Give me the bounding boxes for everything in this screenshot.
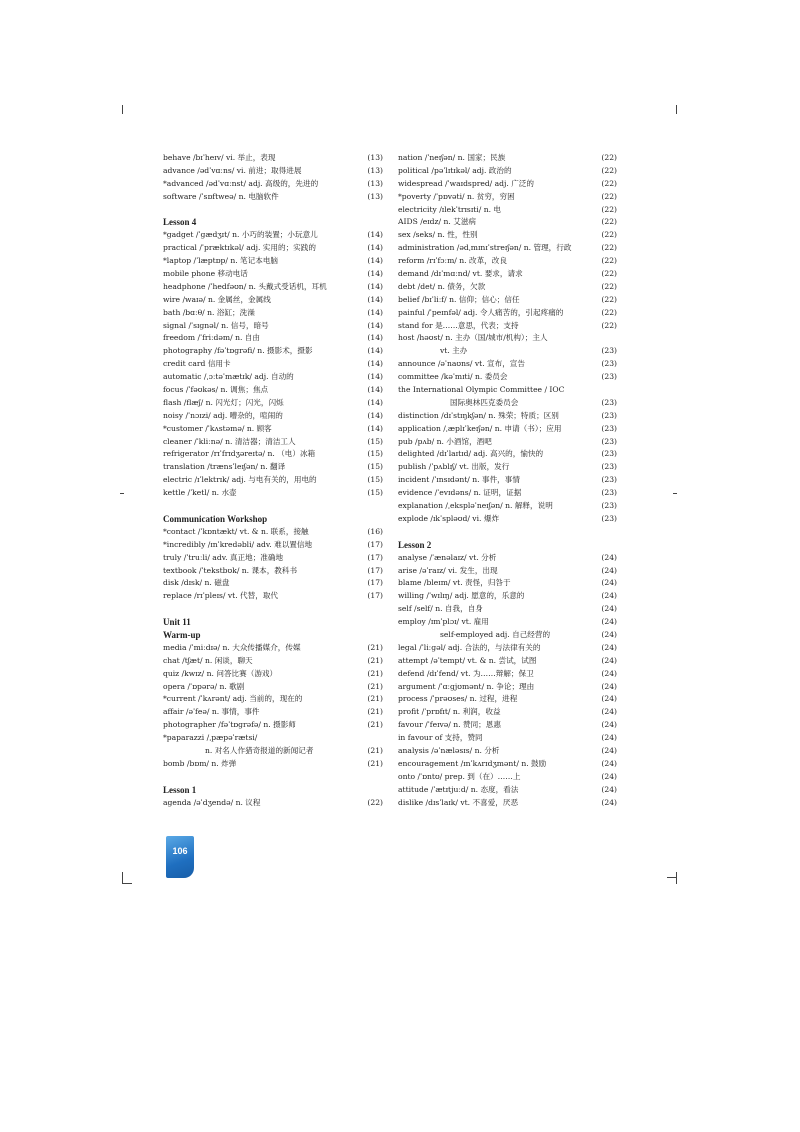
vocab-entry-text: kettle /ˈketl/ n. 水壶: [163, 488, 237, 498]
vocab-entry-text: textbook /ˈtekstbʊk/ n. 课本，教科书: [163, 565, 298, 575]
section-spacer: [163, 204, 383, 217]
vocab-entry: [398, 204, 617, 217]
vocab-entry-text: encouragement /ɪnˈkʌrɪdʒmənt/ n. 鼓励: [398, 758, 547, 768]
vocab-entry-text: media /ˈmiːdɪə/ n. 大众传播媒介，传媒: [163, 642, 301, 652]
vocab-entry: [163, 242, 383, 255]
vocab-entry: [163, 758, 383, 771]
vocab-entry-page-ref: (24): [601, 694, 617, 704]
vocab-entry: [398, 745, 617, 758]
vocab-entry-text: dislike /dɪsˈlaɪk/ vt. 不喜爱，厌恶: [398, 797, 519, 807]
vocab-entry-text: photography /fəˈtɒɡrəfi/ n. 摄影术，摄影: [163, 346, 313, 356]
vocab-entry-text: software /ˈsɒftweə/ n. 电脑软件: [163, 191, 279, 201]
vocab-entry-page-ref: (23): [601, 436, 617, 446]
vocab-entry: [398, 513, 617, 526]
vocab-entry: [398, 552, 617, 565]
vocab-entry: [398, 655, 617, 668]
vocab-entry: [398, 487, 617, 500]
vocab-entry-page-ref: (23): [601, 346, 617, 356]
vocab-entry-text: *contact /ˈkɒntækt/ vt. & n. 联系，接触: [163, 526, 309, 536]
vocabulary-left-column: [163, 152, 383, 809]
vocab-entry: [398, 178, 617, 191]
vocab-entry-text: *gadget /ˈɡædʒɪt/ n. 小巧的装置；小玩意儿: [163, 230, 318, 240]
vocab-entry: [163, 307, 383, 320]
vocab-entry: [398, 294, 617, 307]
vocab-entry-page-ref: (23): [601, 462, 617, 472]
vocab-entry: [163, 745, 383, 758]
vocab-entry: [163, 668, 383, 681]
vocab-entry-text: blame /bleɪm/ vt. 责怪，归咎于: [398, 578, 511, 588]
vocab-entry: [398, 242, 617, 255]
vocab-entry-text: political /pəˈlɪtɪkəl/ adj. 政治的: [398, 165, 512, 175]
vocab-entry-page-ref: (23): [601, 410, 617, 420]
crop-mark-mid-left: [120, 493, 124, 494]
vocab-entry-page-ref: (15): [367, 436, 383, 446]
vocab-entry-text: in favour of 支持，赞同: [398, 733, 483, 743]
vocab-entry-text: host /həʊst/ n. 主办（国/城市/机构）；主人: [398, 333, 548, 343]
vocab-entry: [163, 552, 383, 565]
vocab-entry-page-ref: (22): [601, 217, 617, 227]
vocab-entry-text: self-employed adj. 自己经营的: [440, 629, 551, 639]
crop-mark-bottom-left-h: [122, 883, 132, 884]
vocab-entry-text: attitude /ˈætɪtjuːd/ n. 态度，看法: [398, 784, 519, 794]
vocab-entry: [163, 461, 383, 474]
vocab-entry-page-ref: (14): [367, 320, 383, 330]
vocab-entry: [398, 152, 617, 165]
vocab-entry-page-ref: (23): [601, 501, 617, 511]
vocab-entry: [398, 229, 617, 242]
vocab-entry: [398, 307, 617, 320]
vocab-entry-text: bomb /bɒm/ n. 炸弹: [163, 758, 237, 768]
vocab-entry-text: explanation /ˌekspləˈneɪʃən/ n. 解释，说明: [398, 501, 553, 511]
vocab-entry-page-ref: (22): [601, 320, 617, 330]
vocab-entry: [163, 178, 383, 191]
vocab-entry: [398, 281, 617, 294]
vocab-entry-text: favour /ˈfeɪvə/ n. 赞同；恩惠: [398, 720, 501, 730]
vocab-entry: [163, 423, 383, 436]
vocab-entry: [398, 681, 617, 694]
vocab-entry-text: application /ˌæplɪˈkeɪʃən/ n. 申请（书）；应用: [398, 423, 562, 433]
vocab-entry-text: *laptop /ˈlæptɒp/ n. 笔记本电脑: [163, 256, 279, 266]
section-heading: Warm-up: [163, 629, 201, 640]
vocab-entry-page-ref: (21): [367, 694, 383, 704]
vocab-entry-text: *paparazzi /ˌpæpəˈrætsi/: [163, 733, 258, 743]
vocab-entry: [398, 629, 617, 642]
vocab-entry: [163, 436, 383, 449]
vocab-entry-page-ref: (24): [601, 733, 617, 743]
vocab-entry-page-ref: (23): [601, 449, 617, 459]
vocab-entry-text: distinction /dɪˈstɪŋkʃən/ n. 殊荣；特质；区别: [398, 410, 559, 420]
vocab-entry: [163, 281, 383, 294]
vocab-entry-text: noisy /ˈnɔɪzi/ adj. 嘈杂的，喧闹的: [163, 410, 283, 420]
vocab-entry-page-ref: (14): [367, 230, 383, 240]
vocab-entry-text: analysis /əˈnæləsɪs/ n. 分析: [398, 745, 500, 755]
vocab-entry: [163, 191, 383, 204]
vocab-entry-text: refrigerator /rɪˈfrɪdʒəreɪtə/ n. （电）冰箱: [163, 449, 316, 459]
vocab-entry-text: sex /seks/ n. 性，性别: [398, 230, 478, 240]
vocab-entry: [398, 668, 617, 681]
vocab-entry: [398, 732, 617, 745]
vocab-entry: [398, 371, 617, 384]
vocab-entry: [398, 706, 617, 719]
vocab-entry-text: electric /ɪˈlektrɪk/ adj. 与电有关的，用电的: [163, 475, 317, 485]
crop-mark-mid-right: [673, 493, 677, 494]
section-spacer: [398, 526, 617, 539]
vocab-entry-text: practical /ˈpræktɪkəl/ adj. 实用的；实践的: [163, 243, 316, 253]
vocab-entry: [398, 384, 617, 397]
vocab-entry-text: advance /ədˈvɑːns/ vi. 前进；取得进展: [163, 165, 302, 175]
vocab-entry-page-ref: (22): [601, 230, 617, 240]
vocab-entry: [398, 693, 617, 706]
vocab-entry-page-ref: (24): [601, 642, 617, 652]
vocab-entry-page-ref: (22): [601, 256, 617, 266]
vocab-entry-text: *customer /ˈkʌstəmə/ n. 顾客: [163, 423, 272, 433]
vocab-entry-text: *advanced /ədˈvɑːnst/ adj. 高级的，先进的: [163, 178, 319, 188]
vocab-entry-text: publish /ˈpʌblɪʃ/ vt. 出版，发行: [398, 462, 510, 472]
vocab-entry-text: legal /ˈliːɡəl/ adj. 合法的，与法律有关的: [398, 642, 541, 652]
vocab-entry: [398, 616, 617, 629]
vocab-entry-text: disk /dɪsk/ n. 磁盘: [163, 578, 230, 588]
vocab-entry: [398, 165, 617, 178]
vocab-entry: [398, 345, 617, 358]
vocab-entry-text: employ /ɪmˈplɔɪ/ vt. 雇用: [398, 617, 489, 627]
vocab-entry: [163, 384, 383, 397]
vocab-entry-text: quiz /kwɪz/ n. 问答比赛（游戏）: [163, 668, 278, 678]
vocab-entry-text: defend /dɪˈfend/ vt. 为……辩解；保卫: [398, 668, 534, 678]
vocabulary-right-column: [398, 152, 617, 809]
vocab-entry-page-ref: (14): [367, 359, 383, 369]
vocab-entry-page-ref: (24): [601, 552, 617, 562]
section-heading: Communication Workshop: [163, 513, 268, 524]
vocab-entry-page-ref: (23): [601, 397, 617, 407]
vocab-entry-page-ref: (14): [367, 256, 383, 266]
crop-mark-top-right: [676, 105, 677, 114]
vocab-entry-page-ref: (14): [367, 372, 383, 382]
vocab-entry-text: *incredibly /ɪnˈkredəbli/ adv. 难以置信地: [163, 539, 313, 549]
vocab-entry-text: explode /ɪkˈspləʊd/ vi. 爆炸: [398, 513, 500, 523]
vocab-entry-page-ref: (24): [601, 591, 617, 601]
vocab-entry: [163, 693, 383, 706]
vocab-entry-page-ref: (21): [367, 707, 383, 717]
vocab-entry-page-ref: (22): [601, 307, 617, 317]
section-heading: Lesson 2: [398, 539, 432, 550]
vocab-entry-text: automatic /ˌɔːtəˈmætɪk/ adj. 自动的: [163, 372, 294, 382]
vocab-entry-text: stand for 是……意思，代表；支持: [398, 320, 519, 330]
vocab-entry-text: affair /əˈfeə/ n. 事情，事件: [163, 707, 260, 717]
vocab-entry: [163, 165, 383, 178]
vocab-entry: [398, 719, 617, 732]
vocab-entry-page-ref: (16): [367, 526, 383, 536]
vocab-entry-text: n. 对名人作猎奇报道的新闻记者: [205, 745, 314, 755]
crop-mark-top-left: [122, 105, 123, 114]
section-spacer: [163, 771, 383, 784]
vocab-entry-page-ref: (21): [367, 668, 383, 678]
vocab-entry-page-ref: (22): [601, 165, 617, 175]
vocab-entry-text: self /self/ n. 自我，自身: [398, 604, 483, 614]
vocab-entry-text: mobile phone 移动电话: [163, 269, 248, 279]
section-heading: Unit 11: [163, 617, 191, 628]
vocab-entry: [163, 320, 383, 333]
vocab-entry-text: widespread /ˈwaɪdspred/ adj. 广泛的: [398, 178, 534, 188]
vocab-entry-page-ref: (17): [367, 552, 383, 562]
vocab-entry-page-ref: (21): [367, 758, 383, 768]
vocab-entry-page-ref: (24): [601, 681, 617, 691]
vocab-entry-text: credit card 信用卡: [163, 359, 231, 369]
vocab-entry-page-ref: (22): [601, 153, 617, 162]
vocab-entry: [163, 732, 383, 745]
vocab-entry-page-ref: (14): [367, 346, 383, 356]
vocab-entry-text: chat /tʃæt/ n. 闲谈，聊天: [163, 655, 253, 665]
vocab-entry-page-ref: (15): [367, 475, 383, 485]
section-spacer: [163, 603, 383, 616]
vocab-entry-text: photographer /fəˈtɒɡrəfə/ n. 摄影师: [163, 720, 296, 730]
vocab-entry-page-ref: (21): [367, 745, 383, 755]
vocab-entry: [398, 500, 617, 513]
page-number: 106: [172, 846, 188, 856]
vocab-entry: [163, 681, 383, 694]
crop-mark-bottom-right-v: [676, 872, 677, 884]
vocab-entry-page-ref: (17): [367, 539, 383, 549]
vocab-entry-page-ref: (21): [367, 720, 383, 730]
vocab-entry: [398, 603, 617, 616]
vocab-entry: [398, 565, 617, 578]
vocab-entry: [398, 758, 617, 771]
vocab-entry: [163, 655, 383, 668]
vocab-entry-text: process /ˈprəʊses/ n. 过程，进程: [398, 694, 518, 704]
vocab-entry: [398, 423, 617, 436]
vocab-entry-text: argument /ˈɑːɡjʊmənt/ n. 争论；理由: [398, 681, 535, 691]
vocab-entry-page-ref: (24): [601, 707, 617, 717]
vocab-entry-text: signal /ˈsɪɡnəl/ n. 信号，暗号: [163, 320, 269, 330]
vocab-entry-text: demand /dɪˈmɑːnd/ vt. 要求，请求: [398, 269, 523, 279]
vocab-entry: [398, 436, 617, 449]
vocab-entry: [163, 152, 383, 165]
vocab-entry: [398, 332, 617, 345]
vocab-entry-page-ref: (24): [601, 771, 617, 781]
vocab-entry: [163, 294, 383, 307]
vocab-entry-page-ref: (23): [601, 359, 617, 369]
vocab-entry-text: reform /rɪˈfɔːm/ n. 改革，改良: [398, 256, 507, 266]
vocab-entry: [163, 332, 383, 345]
section-spacer: [163, 500, 383, 513]
vocab-entry: [398, 410, 617, 423]
vocab-entry-text: nation /ˈneɪʃən/ n. 国家；民族: [398, 153, 506, 162]
vocab-entry-page-ref: (24): [601, 617, 617, 627]
section-heading: Lesson 1: [163, 784, 197, 795]
vocab-entry-text: truly /ˈtruːli/ adv. 真正地；准确地: [163, 552, 284, 562]
vocab-entry-page-ref: (24): [601, 720, 617, 730]
vocab-entry: [398, 358, 617, 371]
vocab-entry-text: 国际奥林匹克委员会: [450, 397, 519, 407]
vocab-entry: [163, 577, 383, 590]
vocab-entry-text: willing /ˈwɪlɪŋ/ adj. 愿意的，乐意的: [398, 591, 525, 601]
vocab-entry-text: belief /bɪˈliːf/ n. 信仰；信心；信任: [398, 294, 520, 304]
vocab-entry-page-ref: (14): [367, 294, 383, 304]
vocab-entry-page-ref: (14): [367, 410, 383, 420]
vocab-entry-page-ref: (22): [367, 797, 383, 807]
vocab-entry-page-ref: (14): [367, 243, 383, 253]
vocab-entry-text: the International Olympic Committee / IOC: [398, 385, 565, 395]
vocab-entry-text: wire /waɪə/ n. 金属丝，金属线: [163, 294, 271, 304]
vocab-entry-text: *current /ˈkʌrənt/ adj. 当前的，现在的: [163, 694, 303, 704]
vocab-entry: [398, 320, 617, 333]
vocab-entry: [163, 358, 383, 371]
vocab-entry-page-ref: (22): [601, 281, 617, 291]
vocab-entry: [163, 590, 383, 603]
vocab-entry-text: opera /ˈɒpərə/ n. 歌剧: [163, 681, 245, 691]
vocab-entry: [163, 565, 383, 578]
vocab-entry: [398, 577, 617, 590]
vocab-entry: [163, 719, 383, 732]
vocab-entry-page-ref: (15): [367, 488, 383, 498]
vocab-entry-page-ref: (14): [367, 269, 383, 279]
vocab-entry: [163, 255, 383, 268]
vocab-entry-text: attempt /əˈtempt/ vt. & n. 尝试，试图: [398, 655, 537, 665]
vocab-entry-page-ref: (14): [367, 423, 383, 433]
vocab-entry-text: agenda /əˈdʒendə/ n. 议程: [163, 797, 261, 807]
vocab-entry-page-ref: (14): [367, 333, 383, 343]
vocab-entry-page-ref: (13): [367, 153, 383, 162]
vocab-entry: [398, 268, 617, 281]
vocab-entry: [163, 797, 383, 810]
vocab-entry-page-ref: (23): [601, 475, 617, 485]
vocab-entry-page-ref: (14): [367, 307, 383, 317]
vocab-entry-page-ref: (14): [367, 281, 383, 291]
vocab-entry-page-ref: (15): [367, 449, 383, 459]
vocab-entry-text: committee /kəˈmɪti/ n. 委员会: [398, 372, 508, 382]
vocab-entry: [398, 474, 617, 487]
vocab-entry-page-ref: (24): [601, 668, 617, 678]
vocab-entry: [398, 397, 617, 410]
vocab-entry-text: onto /ˈɒntʊ/ prep. 到（在）……上: [398, 771, 521, 781]
vocab-entry: [398, 784, 617, 797]
vocab-entry-text: replace /rɪˈpleɪs/ vt. 代替，取代: [163, 591, 279, 601]
vocab-entry: [163, 229, 383, 242]
vocab-entry-page-ref: (24): [601, 629, 617, 639]
vocab-entry-text: focus /ˈfəʊkəs/ n. 调焦；焦点: [163, 385, 269, 395]
vocab-entry-page-ref: (21): [367, 681, 383, 691]
vocab-entry: [163, 268, 383, 281]
vocab-entry: [163, 526, 383, 539]
vocab-entry-page-ref: (23): [601, 423, 617, 433]
vocab-entry-text: AIDS /eɪdz/ n. 艾滋病: [398, 217, 477, 227]
vocab-entry-text: arise /əˈraɪz/ vi. 发生，出现: [398, 565, 498, 575]
vocab-entry-page-ref: (13): [367, 191, 383, 201]
vocab-entry-page-ref: (24): [601, 604, 617, 614]
vocab-entry: [163, 539, 383, 552]
vocab-entry-text: bath /bɑːθ/ n. 浴缸；洗澡: [163, 307, 255, 317]
vocab-entry-page-ref: (24): [601, 565, 617, 575]
vocab-entry-text: headphone /ˈhedfəʊn/ n. 头戴式受话机，耳机: [163, 281, 327, 291]
vocab-entry-text: debt /det/ n. 债务，欠款: [398, 281, 486, 291]
vocab-entry: [398, 216, 617, 229]
vocab-entry-page-ref: (23): [601, 513, 617, 523]
page-number-badge: [166, 836, 194, 878]
vocab-entry-text: analyse /ˈænəlaɪz/ vt. 分析: [398, 552, 497, 562]
vocab-entry-page-ref: (22): [601, 243, 617, 253]
vocab-entry: [398, 590, 617, 603]
vocab-entry: [398, 255, 617, 268]
vocab-entry-page-ref: (13): [367, 178, 383, 188]
vocab-entry-page-ref: (23): [601, 372, 617, 382]
vocab-entry-page-ref: (17): [367, 591, 383, 601]
vocab-entry-text: pub /pʌb/ n. 小酒馆，酒吧: [398, 436, 492, 446]
vocab-entry-page-ref: (17): [367, 565, 383, 575]
vocab-entry-page-ref: (14): [367, 397, 383, 407]
vocab-entry-text: translation /trænsˈleɪʃən/ n. 翻译: [163, 462, 286, 472]
vocab-entry-page-ref: (24): [601, 578, 617, 588]
vocab-entry-text: electricity /ɪlekˈtrɪsɪti/ n. 电: [398, 204, 502, 214]
vocab-entry: [398, 642, 617, 655]
vocab-entry-page-ref: (24): [601, 758, 617, 768]
vocab-entry-page-ref: (23): [601, 488, 617, 498]
vocab-entry-page-ref: (13): [367, 165, 383, 175]
vocab-entry-page-ref: (21): [367, 642, 383, 652]
vocab-entry-text: *poverty /ˈpɒvəti/ n. 贫穷，穷困: [398, 191, 515, 201]
vocab-entry-page-ref: (22): [601, 191, 617, 201]
vocab-entry-text: delighted /dɪˈlaɪtɪd/ adj. 高兴的，愉快的: [398, 449, 544, 459]
vocab-entry-page-ref: (24): [601, 784, 617, 794]
vocab-entry-text: vt. 主办: [440, 346, 468, 356]
vocab-entry-page-ref: (22): [601, 204, 617, 214]
vocab-entry-text: incident /ˈɪnsɪdənt/ n. 事件，事情: [398, 475, 520, 485]
vocab-entry-page-ref: (24): [601, 655, 617, 665]
vocab-entry-text: behave /bɪˈheɪv/ vi. 举止，表现: [163, 153, 276, 162]
vocab-entry: [163, 371, 383, 384]
vocab-entry: [163, 642, 383, 655]
vocab-entry: [163, 474, 383, 487]
vocab-entry: [398, 191, 617, 204]
vocab-entry: [398, 448, 617, 461]
vocab-entry: [163, 410, 383, 423]
vocab-entry-page-ref: (17): [367, 578, 383, 588]
vocab-entry-text: evidence /ˈevɪdəns/ n. 证明，证据: [398, 488, 522, 498]
vocab-entry: [398, 797, 617, 810]
vocab-entry: [163, 487, 383, 500]
vocab-entry-text: painful /ˈpeɪnfəl/ adj. 令人痛苦的，引起疼痛的: [398, 307, 564, 317]
vocab-entry-page-ref: (21): [367, 655, 383, 665]
vocab-entry: [163, 448, 383, 461]
vocab-entry-page-ref: (15): [367, 462, 383, 472]
vocab-entry-text: cleaner /ˈkliːnə/ n. 清洁器；清洁工人: [163, 436, 296, 446]
vocab-entry-text: announce /əˈnaʊns/ vt. 宣布，宣告: [398, 359, 525, 369]
vocab-entry-text: profit /ˈprɒfɪt/ n. 利润，收益: [398, 707, 501, 717]
vocab-entry: [163, 706, 383, 719]
crop-mark-bottom-right-h: [667, 877, 677, 878]
vocab-entry: [163, 345, 383, 358]
vocab-entry: [398, 461, 617, 474]
vocab-entry-text: administration /ədˌmɪnɪˈstreɪʃən/ n. 管理，行政: [398, 243, 572, 253]
vocab-entry-page-ref: (14): [367, 385, 383, 395]
vocab-entry: [398, 771, 617, 784]
vocab-entry-page-ref: (24): [601, 745, 617, 755]
vocab-entry-page-ref: (24): [601, 797, 617, 807]
vocab-entry-page-ref: (22): [601, 178, 617, 188]
vocab-entry-page-ref: (22): [601, 294, 617, 304]
section-heading: Lesson 4: [163, 217, 197, 228]
vocab-entry: [163, 397, 383, 410]
vocab-entry-text: freedom /ˈfriːdəm/ n. 自由: [163, 333, 260, 343]
vocab-entry-text: flash /flæʃ/ n. 闪光灯；闪光，闪烁: [163, 397, 284, 407]
vocab-entry-page-ref: (22): [601, 269, 617, 279]
